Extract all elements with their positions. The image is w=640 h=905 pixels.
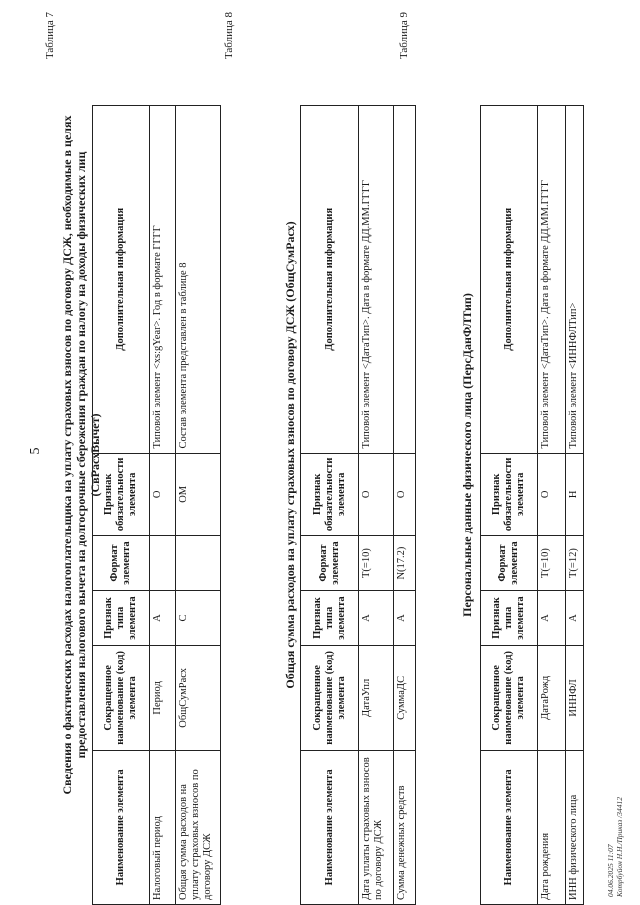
header-format: Формат элемента	[481, 536, 538, 591]
cell-type: А	[150, 591, 176, 646]
cell-info: Состав элемента представлен в таблице 8	[176, 106, 221, 454]
cell-name: Налоговый период	[150, 750, 176, 904]
header-info: Дополнительная информация	[481, 106, 538, 454]
table-9-header-row	[481, 106, 538, 905]
cell-format	[150, 536, 176, 591]
footer-author: Котрбуйон Н.Н./Приказ /34412	[615, 797, 624, 897]
cell-name: Дата рождения	[538, 750, 566, 904]
cell-info: Типовой элемент <xs:gYear>. Год в формате ГГГГ	[150, 106, 176, 454]
cell-name: Общая сумма расходов на уплату страховых взносов по договору ДСЖ	[176, 750, 221, 904]
table-row	[394, 106, 416, 905]
cell-required: Н	[566, 453, 584, 536]
cell-type: А	[359, 591, 394, 646]
table-8-title: Общая сумма расходов на уплату страховых взносов по договору ДСЖ (ОбщСумРасх)	[283, 221, 297, 689]
cell-format: T(=10)	[359, 536, 394, 591]
cell-code: Период	[150, 646, 176, 751]
cell-code: ИННФЛ	[566, 646, 584, 751]
cell-code: ОбщСумРасх	[176, 646, 221, 751]
cell-format: T(=12)	[566, 536, 584, 591]
cell-format: T(=10)	[538, 536, 566, 591]
cell-required: О	[359, 453, 394, 536]
cell-type: А	[394, 591, 416, 646]
header-code: Сокращенное наименование (код) элемента	[93, 646, 150, 751]
cell-code: ДатаРожд	[538, 646, 566, 751]
footer-stamp	[606, 697, 624, 897]
cell-type: С	[176, 591, 221, 646]
table-7-label: Таблица 7	[44, 12, 56, 60]
cell-code: ДатаУпл	[359, 646, 394, 751]
table-row	[176, 106, 221, 905]
footer-date: 04.06.2025 11:07	[606, 844, 615, 897]
table-7-header-row	[93, 106, 150, 905]
cell-type: А	[538, 591, 566, 646]
header-format: Формат элемента	[301, 536, 359, 591]
table-row	[538, 106, 566, 905]
table-8	[300, 105, 416, 905]
cell-required: О	[394, 453, 416, 536]
header-required: Признак обязательности элемента	[93, 453, 150, 536]
table-7	[92, 105, 221, 905]
cell-name: Сумма денежных средств	[394, 750, 416, 904]
table-row	[566, 106, 584, 905]
header-format: Формат элемента	[93, 536, 150, 591]
cell-info: Типовой элемент <ДатаТип>. Дата в формате ДД.ММ.ГГГГ	[538, 106, 566, 454]
cell-info	[394, 106, 416, 454]
page-number: 5	[28, 447, 43, 455]
cell-name: ИНН физического лица	[566, 750, 584, 904]
table-row	[150, 106, 176, 905]
table-9-label: Таблица 9	[398, 12, 410, 60]
table-row	[359, 106, 394, 905]
header-required: Признак обязательности элемента	[301, 453, 359, 536]
header-name: Наименование элемента	[481, 750, 538, 904]
cell-required: О	[150, 453, 176, 536]
cell-required: О	[538, 453, 566, 536]
header-code: Сокращенное наименование (код) элемента	[301, 646, 359, 751]
cell-format	[176, 536, 221, 591]
cell-name: Дата уплаты страховых взносов по договору ДСЖ	[359, 750, 394, 904]
header-type: Признак типа элемента	[301, 591, 359, 646]
table-8-header-row	[301, 106, 359, 905]
header-info: Дополнительная информация	[301, 106, 359, 454]
header-name: Наименование элемента	[93, 750, 150, 904]
header-name: Наименование элемента	[301, 750, 359, 904]
header-type: Признак типа элемента	[93, 591, 150, 646]
header-required: Признак обязательности элемента	[481, 453, 538, 536]
table-7-title: Сведения о фактических расходах налогоплательщика на уплату страховых взносов по договору ДСЖ, необходимые в целях предоставления налогового вычета на долгосрочные сбережения граждан по налогу на доходы физических лиц (СвРасхВычет)	[60, 115, 102, 795]
cell-required: ОМ	[176, 453, 221, 536]
table-9-title: Персональные данные физического лица (ПерсДанФЛТип)	[460, 293, 474, 617]
table-9	[480, 105, 584, 905]
header-info: Дополнительная информация	[93, 106, 150, 454]
cell-format: N(17.2)	[394, 536, 416, 591]
header-code: Сокращенное наименование (код) элемента	[481, 646, 538, 751]
cell-code: СуммаДС	[394, 646, 416, 751]
cell-info: Типовой элемент <ДатаТип>. Дата в формате ДД.ММ.ГГГГ	[359, 106, 394, 454]
cell-info: Типовой элемент <ИННФЛТип>	[566, 106, 584, 454]
cell-type: А	[566, 591, 584, 646]
table-8-label: Таблица 8	[223, 12, 235, 60]
header-type: Признак типа элемента	[481, 591, 538, 646]
